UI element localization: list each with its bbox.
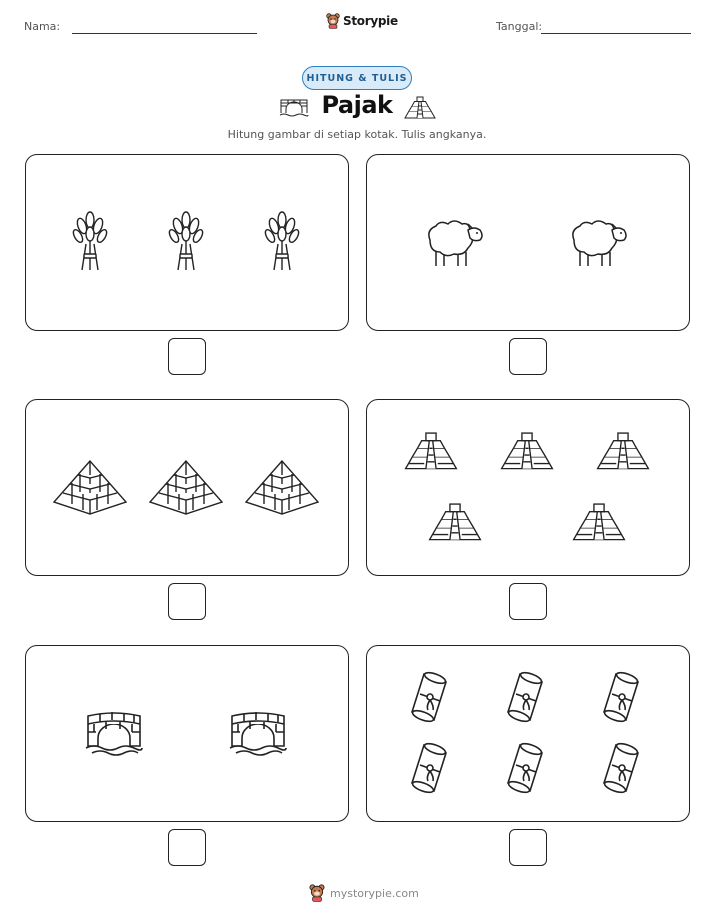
step-pyramid-icon — [498, 428, 556, 472]
wheat-icon — [168, 210, 204, 272]
step-pyramid-icon — [402, 428, 460, 472]
footer-url[interactable]: mystorypie.com — [330, 886, 419, 900]
answer-box-bridge[interactable] — [168, 829, 206, 866]
scroll-icon — [504, 670, 548, 724]
answer-box-wheat[interactable] — [168, 338, 206, 375]
badge-label: HITUNG & TULIS — [306, 72, 408, 84]
page-title: Pajak — [321, 91, 393, 119]
stone-bridge-icon — [84, 708, 144, 756]
bear-mascot-icon — [326, 13, 340, 29]
counting-panel-sheep — [366, 154, 690, 331]
stone-bridge-icon — [228, 708, 288, 756]
sheep-icon — [568, 218, 630, 268]
step-pyramid-icon — [403, 94, 437, 120]
pyramid-icon — [244, 458, 320, 516]
scroll-icon — [408, 741, 452, 795]
bear-mascot-icon — [309, 884, 325, 902]
wheat-icon — [72, 210, 108, 272]
counting-panel-step-pyramid — [366, 399, 690, 576]
pyramid-icon — [148, 458, 224, 516]
answer-box-scroll[interactable] — [509, 829, 547, 866]
answer-box-step-pyramid[interactable] — [509, 583, 547, 620]
activity-badge — [302, 66, 412, 90]
brand-name: Storypie — [343, 14, 398, 28]
date-label: Tanggal: — [496, 20, 543, 33]
name-label: Nama: — [24, 20, 61, 33]
step-pyramid-icon — [594, 428, 652, 472]
scroll-icon — [600, 670, 644, 724]
wheat-icon — [264, 210, 300, 272]
answer-box-sheep[interactable] — [509, 338, 547, 375]
step-pyramid-icon — [570, 499, 628, 543]
scroll-icon — [600, 741, 644, 795]
name-field[interactable] — [72, 33, 257, 34]
instructions: Hitung gambar di setiap kotak. Tulis angkanya. — [227, 128, 487, 141]
scroll-icon — [504, 741, 548, 795]
footer — [309, 884, 419, 902]
answer-box-pyramid[interactable] — [168, 583, 206, 620]
pyramid-icon — [52, 458, 128, 516]
step-pyramid-icon — [426, 499, 484, 543]
counting-panel-bridge — [25, 645, 349, 822]
scroll-icon — [408, 670, 452, 724]
brand-logo — [326, 13, 398, 29]
sheep-icon — [424, 218, 486, 268]
date-field[interactable] — [541, 33, 691, 34]
